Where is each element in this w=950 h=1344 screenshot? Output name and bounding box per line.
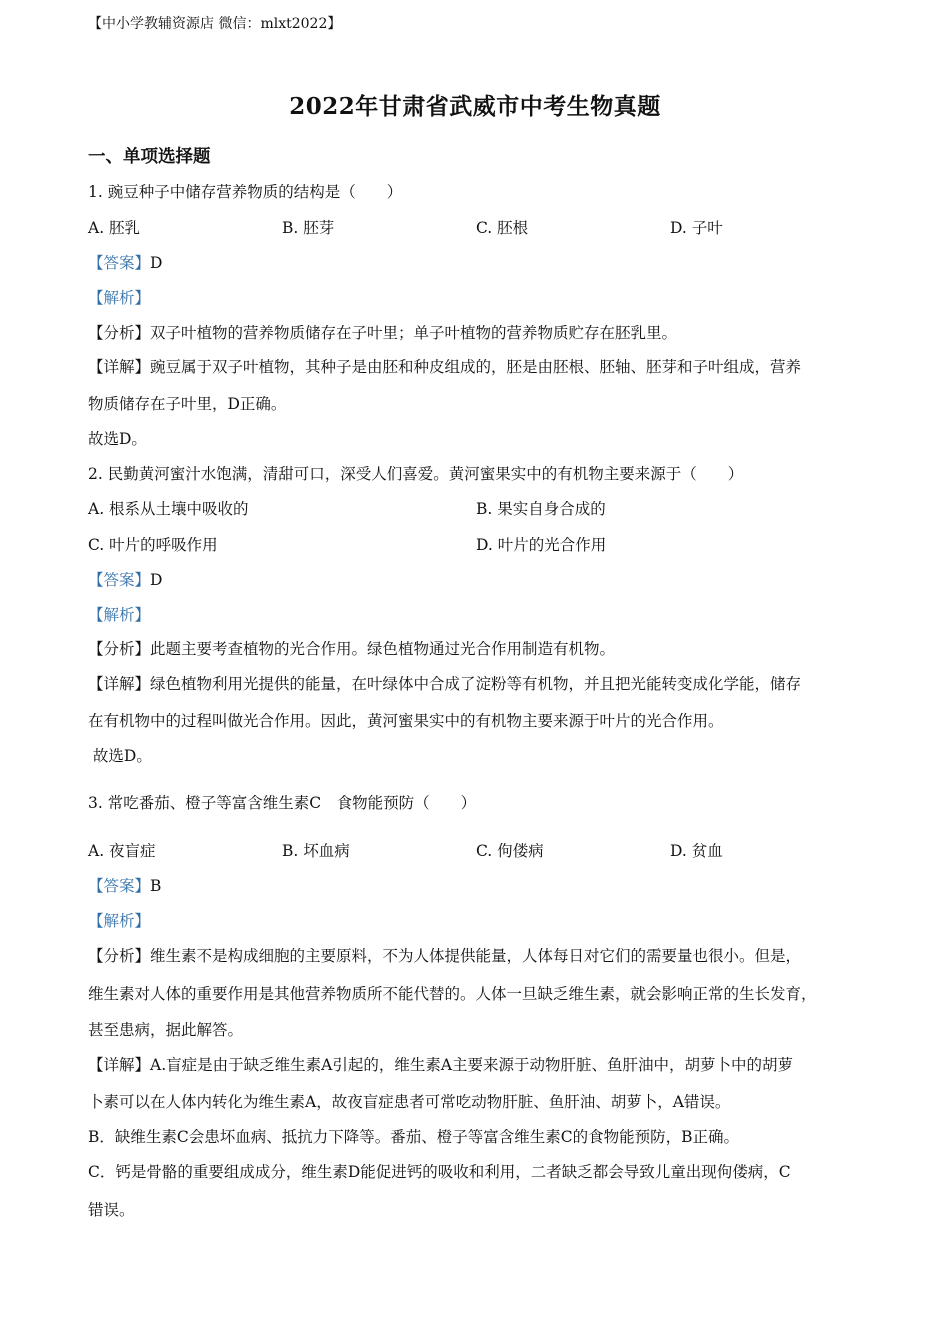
question-1-option-a: A. 胚乳 — [88, 219, 141, 237]
question-3-option-b: B. 坏血病 — [282, 842, 350, 860]
section-title: 一、单项选择题 — [88, 147, 211, 167]
question-3-analysis-tag: 【解析】 — [88, 912, 151, 930]
page-title: 2022年甘肃省武威市中考生物真题 — [289, 93, 661, 120]
answer-value: B — [150, 877, 162, 895]
question-1-analysis-tag: 【解析】 — [88, 289, 151, 307]
question-1-option-c: C. 胚根 — [476, 219, 529, 237]
question-2-stem: 2. 民勤黄河蜜汁水饱满，清甜可口，深受人们喜爱。黄河蜜果实中的有机物主要来源于（ ） — [88, 465, 744, 483]
xiangjie-text: A.盲症是由于缺乏维生素A引起的，维生素A主要来源于动物肝脏、鱼肝油中，胡萝卜中的胡萝 — [150, 1056, 794, 1074]
question-1-xiangjie — [88, 357, 801, 377]
header-note: 【中小学教辅资源店 微信：mlxt2022】 — [88, 16, 342, 32]
answer-tag: 【答案】 — [88, 571, 151, 589]
question-3-stem: 3. 常吃番茄、橙子等富含维生素C 食物能预防（ ） — [88, 794, 477, 812]
fenxi-text: 维生素不是构成细胞的主要原料，不为人体提供能量，人体每日对它们的需要量也很小。但是， — [150, 947, 802, 965]
xiangjie-tag: 【详解】 — [88, 675, 151, 693]
question-3-answer — [88, 876, 161, 896]
question-3-line-c-cont: 错误。 — [88, 1201, 135, 1219]
question-1-conclusion: 故选D。 — [88, 430, 147, 448]
question-3-option-a: A. 夜盲症 — [88, 842, 156, 860]
answer-value: D — [150, 571, 163, 589]
xiangjie-text: 豌豆属于双子叶植物，其种子是由胚和种皮组成的，胚是由胚根、胚轴、胚芽和子叶组成，营养 — [150, 358, 802, 376]
question-1-fenxi — [88, 323, 677, 343]
question-2-xiangjie — [88, 674, 801, 694]
question-2-answer — [88, 570, 162, 590]
fenxi-tag: 【分析】 — [88, 640, 151, 658]
question-1-xiangjie-cont: 物质储存在子叶里，D正确。 — [88, 395, 287, 413]
question-3-fenxi-cont-1: 维生素对人体的重要作用是其他营养物质所不能代替的。人体一旦缺乏维生素，就会影响正常的生长发育， — [88, 985, 817, 1003]
answer-tag: 【答案】 — [88, 254, 151, 272]
answer-tag: 【答案】 — [88, 877, 151, 895]
answer-value: D — [150, 254, 163, 272]
question-2-option-d: D. 叶片的光合作用 — [476, 536, 607, 554]
xiangjie-tag: 【详解】 — [88, 1056, 151, 1074]
question-2-xiangjie-cont: 在有机物中的过程叫做光合作用。因此，黄河蜜果实中的有机物主要来源于叶片的光合作用。 — [88, 712, 724, 730]
fenxi-text: 此题主要考查植物的光合作用。绿色植物通过光合作用制造有机物。 — [150, 640, 616, 658]
fenxi-tag: 【分析】 — [88, 947, 151, 965]
question-3-line-c: C．钙是骨骼的重要组成成分，维生素D能促进钙的吸收和利用，二者缺乏都会导致儿童出现佝偻病，C — [88, 1163, 791, 1181]
question-1-option-d: D. 子叶 — [670, 219, 723, 237]
question-3-xiangjie — [88, 1055, 793, 1075]
question-3-xiangjie-cont: 卜素可以在人体内转化为维生素A，故夜盲症患者可常吃动物肝脏、鱼肝油、胡萝卜，A错误。 — [88, 1093, 731, 1111]
question-2-conclusion: 故选D。 — [88, 747, 152, 765]
question-2-option-c: C. 叶片的呼吸作用 — [88, 536, 218, 554]
question-1-stem: 1. 豌豆种子中储存营养物质的结构是（ ） — [88, 183, 403, 201]
question-3-option-c: C. 佝偻病 — [476, 842, 544, 860]
question-3-option-d: D. 贫血 — [670, 842, 723, 860]
fenxi-text: 双子叶植物的营养物质储存在子叶里；单子叶植物的营养物质贮存在胚乳里。 — [150, 324, 678, 342]
question-2-option-a: A. 根系从土壤中吸收的 — [88, 500, 249, 518]
question-1-option-b: B. 胚芽 — [282, 219, 335, 237]
question-2-option-b: B. 果实自身合成的 — [476, 500, 606, 518]
xiangjie-tag: 【详解】 — [88, 358, 151, 376]
xiangjie-text: 绿色植物利用光提供的能量，在叶绿体中合成了淀粉等有机物，并且把光能转变成化学能，储存 — [150, 675, 802, 693]
question-1-answer — [88, 253, 162, 273]
question-3-fenxi-cont-2: 甚至患病，据此解答。 — [88, 1021, 244, 1039]
question-2-analysis-tag: 【解析】 — [88, 606, 151, 624]
question-2-fenxi — [88, 639, 615, 659]
question-3-line-b: B．缺维生素C会患坏血病、抵抗力下降等。番茄、橙子等富含维生素C的食物能预防，B正确。 — [88, 1128, 740, 1146]
fenxi-tag: 【分析】 — [88, 324, 151, 342]
question-3-fenxi — [88, 946, 801, 966]
